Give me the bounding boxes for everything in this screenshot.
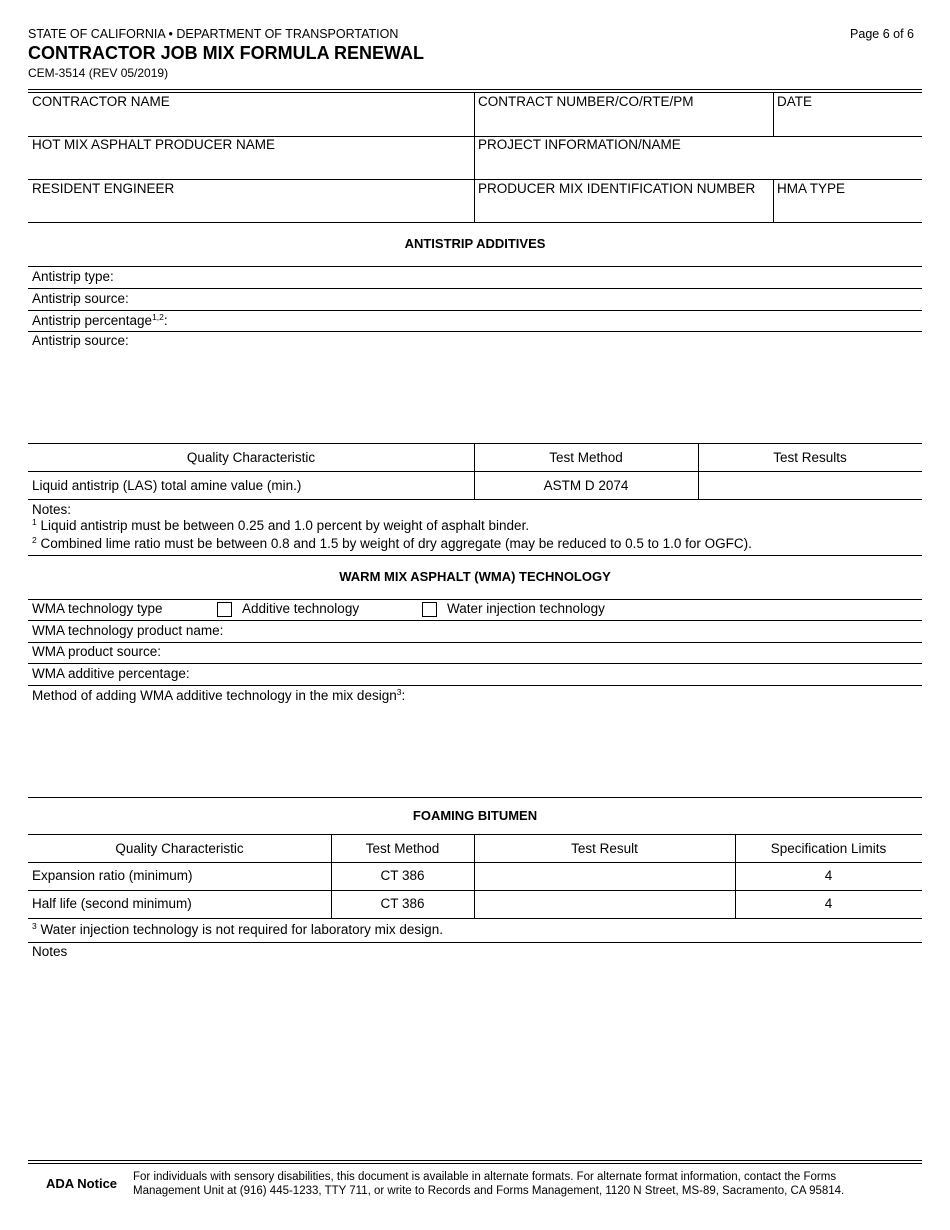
- half-life-method: CT 386: [380, 896, 425, 911]
- antistrip-percentage-label: Antistrip percentage: [32, 313, 153, 328]
- page-number: Page 6 of 6: [850, 27, 914, 41]
- resident-engineer-field[interactable]: RESIDENT ENGINEER: [32, 181, 175, 196]
- las-header-method: Test Method: [549, 450, 623, 465]
- wma-method-field[interactable]: [32, 688, 405, 704]
- las-row-characteristic: Liquid antistrip (LAS) total amine value (min.): [32, 478, 302, 493]
- half-life-characteristic: Half life (second minimum): [32, 896, 192, 911]
- antistrip-rule-1: [28, 266, 922, 267]
- footer-rule-2: [28, 1163, 922, 1164]
- colon: :: [401, 688, 406, 703]
- antistrip-type-field[interactable]: Antistrip type:: [32, 269, 114, 284]
- antistrip-source-field[interactable]: Antistrip source:: [32, 291, 129, 306]
- antistrip-rule-2: [28, 288, 922, 289]
- foaming-table-bottom: [28, 918, 922, 919]
- las-table-bottom: [28, 499, 922, 500]
- expansion-ratio-method: CT 386: [380, 868, 425, 883]
- wma-method-sup: 3: [396, 687, 402, 697]
- footer-rule-1: [28, 1160, 922, 1161]
- note3-bottom-rule: [28, 942, 922, 943]
- foaming-heading: FOAMING BITUMEN: [412, 808, 538, 823]
- note1-marker: 1: [32, 517, 37, 527]
- contract-number-field[interactable]: CONTRACT NUMBER/CO/RTE/PM: [478, 94, 694, 109]
- info-divider-2: [28, 179, 922, 180]
- water-injection-label: Water injection technology: [447, 601, 605, 616]
- las-header-results: Test Results: [773, 450, 847, 465]
- wma-rule-4: [28, 663, 922, 664]
- antistrip-note-1: [32, 518, 529, 534]
- wma-type-label: WMA technology type: [32, 601, 163, 616]
- half-life-spec: 4: [824, 896, 833, 911]
- date-field[interactable]: DATE: [777, 94, 813, 109]
- las-header-characteristic: Quality Characteristic: [186, 450, 316, 465]
- wma-method-label: Method of adding WMA additive technology in the mix design: [32, 688, 397, 703]
- additive-technology-checkbox[interactable]: [217, 602, 232, 617]
- ada-notice-line-2: Management Unit at (916) 445-1233, TTY 711, or write to Records and Forms Management, 1120 N Street, MS-89, Sacramento, CA 95814.: [133, 1185, 845, 1197]
- foaming-header-characteristic: Quality Characteristic: [115, 841, 244, 856]
- form-number: CEM-3514 (REV 05/2019): [28, 66, 169, 80]
- ada-notice-label: ADA Notice: [46, 1176, 118, 1191]
- antistrip-rule-3: [28, 310, 922, 311]
- wma-rule-2: [28, 620, 922, 621]
- notes-field[interactable]: Notes: [32, 944, 68, 959]
- note1-text: Liquid antistrip must be between 0.25 and 1.0 percent by weight of asphalt binder.: [40, 518, 530, 533]
- form-title: CONTRACTOR JOB MIX FORMULA RENEWAL: [28, 43, 424, 63]
- ada-notice-line-1: For individuals with sensory disabilities, this document is available in alternate formats. For alternate format information, contact the Forms: [133, 1171, 837, 1183]
- half-life-result-input[interactable]: [474, 896, 735, 912]
- las-table-top: [28, 443, 922, 444]
- wma-rule-1: [28, 599, 922, 600]
- project-info-field[interactable]: PROJECT INFORMATION/NAME: [478, 137, 681, 152]
- info-vdivider-date: [773, 92, 774, 136]
- notes-bottom-rule: [28, 555, 922, 556]
- info-vdivider-hma: [773, 179, 774, 222]
- antistrip-percentage-sup: 1,2: [152, 312, 164, 322]
- antistrip-source2-field[interactable]: Antistrip source:: [32, 333, 129, 348]
- foaming-table-top: [28, 834, 922, 835]
- expansion-ratio-characteristic: Expansion ratio (minimum): [32, 868, 193, 883]
- info-divider-3: [28, 222, 922, 223]
- foaming-note-3: [32, 922, 443, 938]
- wma-product-source-field[interactable]: WMA product source:: [32, 644, 162, 659]
- las-table-mid: [28, 471, 922, 472]
- las-row-method: ASTM D 2074: [543, 478, 629, 493]
- note3-text: Water injection technology is not required for laboratory mix design.: [40, 922, 443, 937]
- agency-line: STATE OF CALIFORNIA • DEPARTMENT OF TRANSPORTATION: [28, 27, 399, 41]
- top-rule-2: [28, 92, 922, 93]
- note2-marker: 2: [32, 535, 37, 545]
- foaming-table-row-2: [28, 890, 922, 891]
- top-rule: [28, 89, 922, 90]
- foaming-table-row-1: [28, 862, 922, 863]
- expansion-ratio-result-input[interactable]: [474, 868, 735, 884]
- water-injection-checkbox[interactable]: [422, 602, 437, 617]
- contractor-name-field[interactable]: CONTRACTOR NAME: [32, 94, 170, 109]
- foaming-header-result: Test Result: [571, 841, 638, 856]
- wma-heading: WARM MIX ASPHALT (WMA) TECHNOLOGY: [339, 569, 611, 584]
- additive-technology-label: Additive technology: [242, 601, 360, 616]
- foaming-header-spec: Specification Limits: [770, 841, 887, 856]
- expansion-ratio-spec: 4: [824, 868, 833, 883]
- antistrip-rule-4: [28, 331, 922, 332]
- hma-type-field[interactable]: HMA TYPE: [777, 181, 846, 196]
- las-row-result-input[interactable]: [698, 478, 922, 494]
- antistrip-heading: ANTISTRIP ADDITIVES: [404, 236, 546, 251]
- antistrip-notes-label: Notes:: [32, 502, 72, 517]
- wma-product-name-field[interactable]: WMA technology product name:: [32, 623, 224, 638]
- colon: :: [163, 313, 168, 328]
- wma-rule-5: [28, 685, 922, 686]
- producer-name-field[interactable]: HOT MIX ASPHALT PRODUCER NAME: [32, 137, 276, 152]
- antistrip-percentage-field[interactable]: [32, 313, 168, 329]
- info-vdivider: [474, 92, 475, 222]
- note3-marker: 3: [32, 921, 37, 931]
- wma-rule-3: [28, 642, 922, 643]
- producer-mix-id-field[interactable]: PRODUCER MIX IDENTIFICATION NUMBER: [478, 181, 756, 196]
- foaming-header-method: Test Method: [365, 841, 440, 856]
- foaming-top-rule: [28, 797, 922, 798]
- antistrip-note-2: [32, 536, 752, 552]
- note2-text: Combined lime ratio must be between 0.8 and 1.5 by weight of dry aggregate (may be reduced to 0.5 to 1.0 for OGFC).: [40, 536, 752, 551]
- wma-additive-percentage-field[interactable]: WMA additive percentage:: [32, 666, 190, 681]
